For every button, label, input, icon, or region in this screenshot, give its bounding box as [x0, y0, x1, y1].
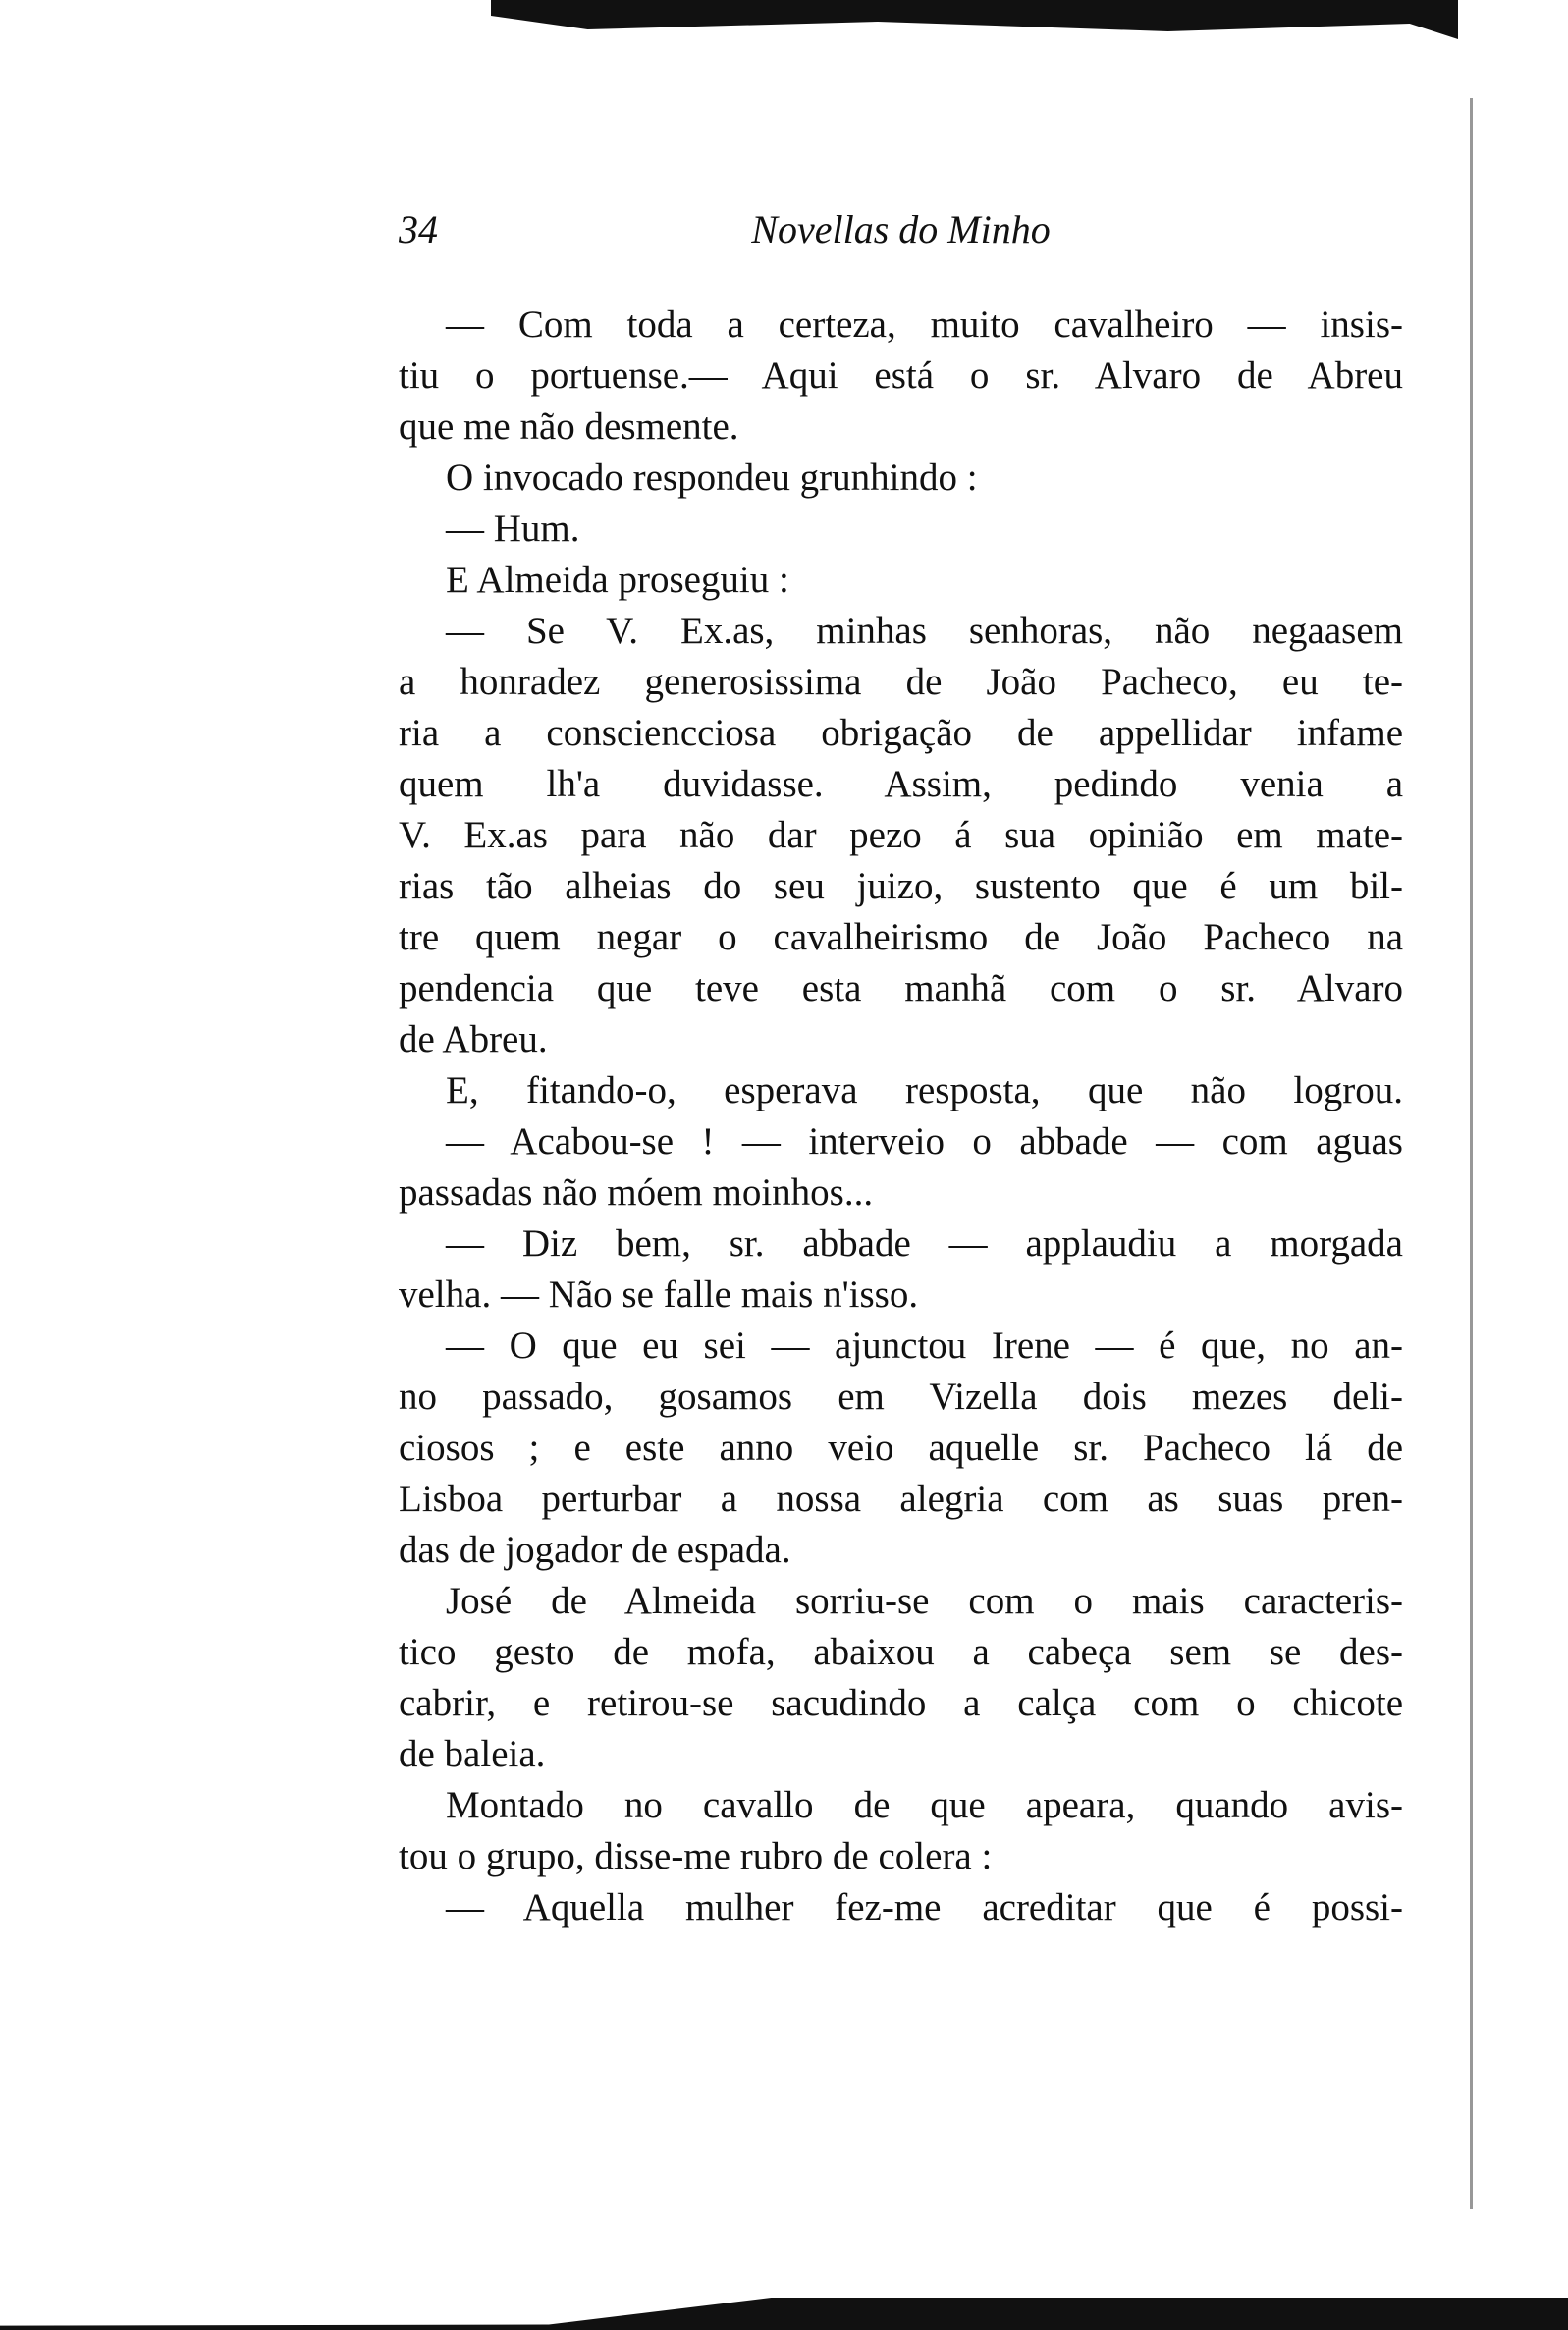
- text-line: passadas não móem moinhos...: [399, 1171, 874, 1214]
- text-line: — Diz bem, sr. abbade — applaudiu a morgada: [446, 1222, 1403, 1265]
- body-text: [399, 299, 1403, 1933]
- text-line: — Aquella mulher fez-me acreditar que é possi-: [446, 1886, 1403, 1928]
- text-line: de Abreu.: [399, 1018, 548, 1060]
- text-line: — O que eu sei — ajunctou Irene — é que, no an-: [446, 1325, 1403, 1367]
- text-line: no passado, gosamos em Vizella dois mezes deli-: [399, 1376, 1403, 1418]
- text-line: ciosos ; e este anno veio aquelle sr. Pacheco lá de: [399, 1427, 1403, 1469]
- page-header: [399, 206, 1403, 265]
- text-line: — Hum.: [446, 508, 580, 550]
- text-line: cabrir, e retirou-se sacudindo a calça com o chicote: [399, 1682, 1403, 1724]
- text-line: pendencia que teve esta manhã com o sr. Alvaro: [399, 967, 1403, 1009]
- text-line: ria a consciencciosa obrigação de appellidar infame: [399, 712, 1403, 754]
- text-line: E, fitando-o, esperava resposta, que não logrou.: [446, 1069, 1403, 1111]
- text-line: a honradez generosissima de João Pacheco, eu te-: [399, 661, 1403, 703]
- text-line: Lisboa perturbar a nossa alegria com as suas pren-: [399, 1478, 1403, 1520]
- text-line: José de Almeida sorriu-se com o mais caracteris-: [446, 1580, 1403, 1622]
- text-line: — Com toda a certeza, muito cavalheiro — insis-: [446, 303, 1403, 346]
- text-line: rias tão alheias do seu juizo, sustento que é um bil-: [399, 865, 1403, 907]
- scan-edge-top: [491, 0, 1458, 39]
- text-line: — Acabou-se ! — interveio o abbade — com aguas: [446, 1120, 1403, 1163]
- text-line: das de jogador de espada.: [399, 1529, 791, 1571]
- page-number: 34: [399, 207, 438, 251]
- text-line: tico gesto de mofa, abaixou a cabeça sem se des-: [399, 1631, 1403, 1673]
- scan-page-edge: [1470, 98, 1473, 2209]
- text-line: tiu o portuense.— Aqui está o sr. Alvaro de Abreu: [399, 354, 1403, 397]
- running-title: Novellas do Minho: [751, 207, 1051, 251]
- text-line: E Almeida proseguiu :: [446, 559, 789, 601]
- text-line: de baleia.: [399, 1733, 546, 1775]
- text-line: velha. — Não se falle mais n'isso.: [399, 1273, 919, 1316]
- text-line: que me não desmente.: [399, 406, 739, 448]
- scan-edge-bottom: [0, 2276, 1568, 2330]
- text-line: quem lh'a duvidasse. Assim, pedindo venia a: [399, 763, 1403, 805]
- text-line: Montado no cavallo de que apeara, quando avis-: [446, 1784, 1403, 1826]
- text-line: V. Ex.as para não dar pezo á sua opinião em mate-: [399, 814, 1403, 856]
- text-line: O invocado respondeu grunhindo :: [446, 457, 978, 499]
- text-line: — Se V. Ex.as, minhas senhoras, não negaasem: [446, 610, 1403, 652]
- text-line: tre quem negar o cavalheirismo de João Pacheco na: [399, 916, 1403, 958]
- text-line: tou o grupo, disse-me rubro de colera :: [399, 1835, 993, 1877]
